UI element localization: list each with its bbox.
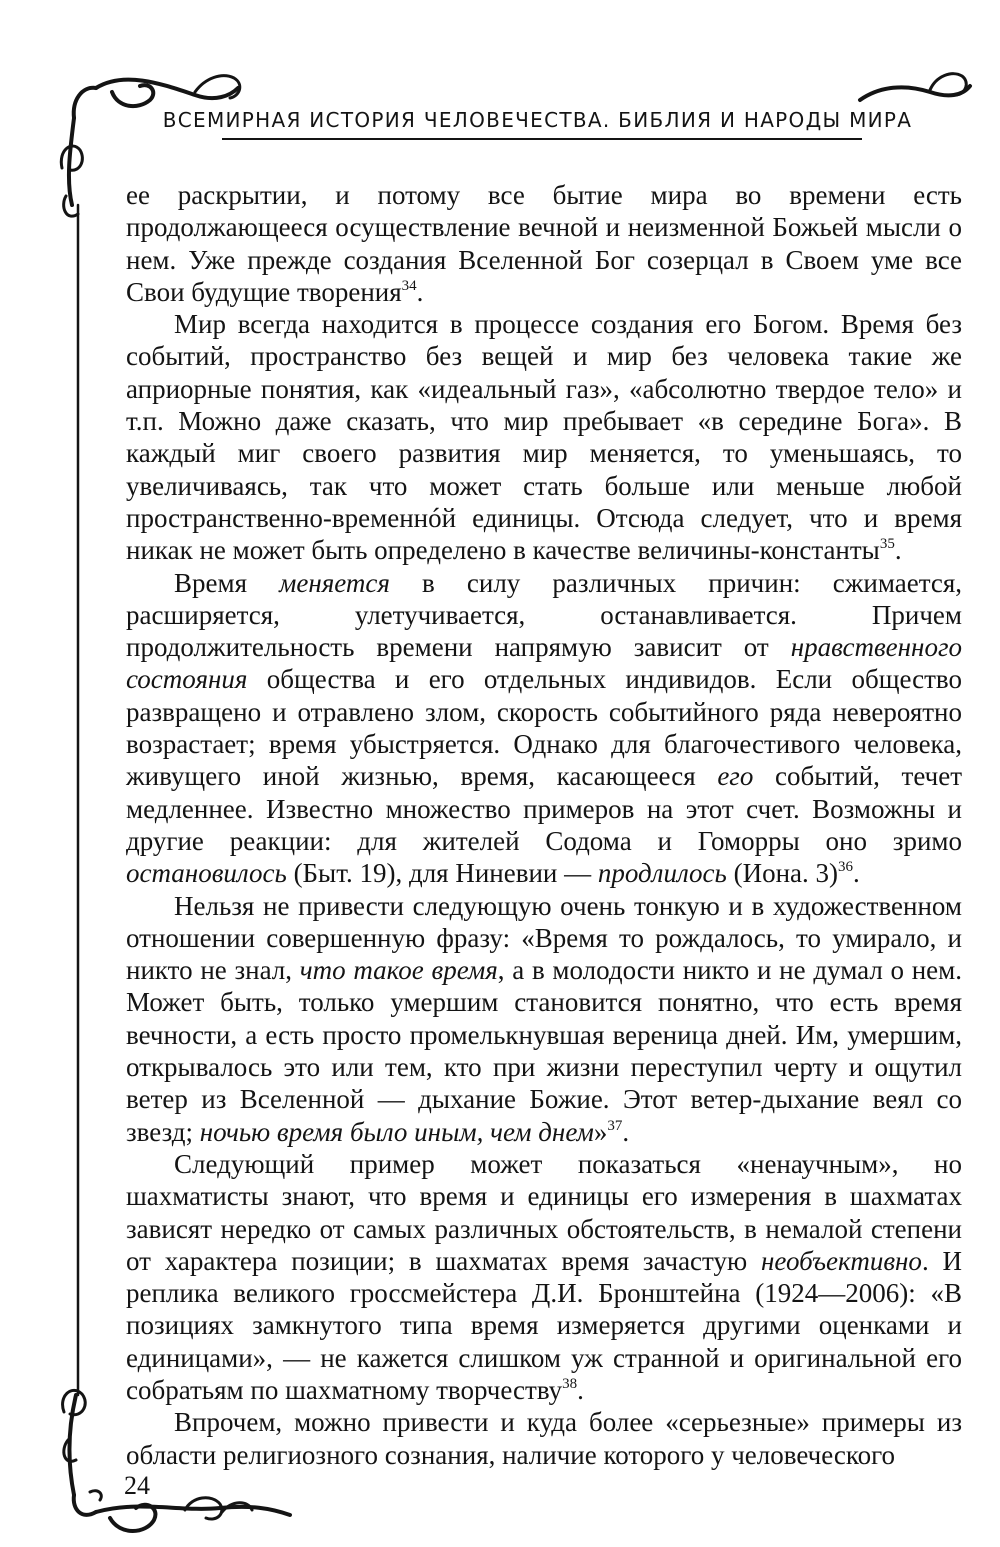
emphasis-text: нравственного состояния <box>126 632 962 695</box>
emphasis-text: необъективно <box>760 1245 922 1276</box>
paragraph <box>126 567 962 890</box>
paragraph <box>126 179 962 308</box>
frame-left-rule <box>69 118 78 1495</box>
emphasis-text: остановилось <box>126 858 287 889</box>
footnote-ref: 38 <box>562 1375 578 1392</box>
header-rule <box>222 138 862 140</box>
footnote-ref: 35 <box>879 536 895 553</box>
body-text <box>126 179 962 1471</box>
text-run: событий, течет медленнее. Известно множество примеров на этот счет. Возможны и другие реакции: для жителей Содома и Гоморры оно зримо <box>126 761 962 856</box>
emphasis-text: что такое время <box>299 955 498 986</box>
text-run: » <box>593 1116 608 1147</box>
text-run: ее раскрытии, и потому все бытие мира во времени есть продолжающееся осуществление вечной и неизменной Божьей мысли о нем. Уже прежде создания Вселенной Бог созерцал в Своем уме все Свои будущие творения <box>126 180 962 307</box>
footnote-ref: 37 <box>607 1117 623 1134</box>
text-run: . <box>853 858 860 889</box>
text-run: Мир всегда находится в процессе создания его Богом. Время без событий, пространство без вещей и мир без человека такие же априорные понятия, как «идеальный газ», «абсолютно твердое тело» и т.п. Можно даже сказать, что мир пребывает «в середине Бога». В каждый миг своего развития мир меняется, то уменьшаясь, то увеличиваясь, так что может стать больше или меньше любой пространственно-временнóй единицы. Отсюда следует, что и время никак не может быть определено в качестве величины-константы <box>126 309 962 566</box>
text-run: . <box>416 276 424 307</box>
text-run: . <box>894 535 902 566</box>
text-run: Время <box>174 567 280 598</box>
text-run: Нельзя не привести следующую очень тонкую и в художественном отношении совершенную фразу: «Время то рождалось, то умирало, и никто не знал, <box>126 890 962 986</box>
emphasis-text: меняется <box>279 567 390 598</box>
frame-top-right-flourish <box>860 74 970 100</box>
emphasis-text: продлилось <box>597 858 727 889</box>
text-run: в силу различных причин: сжимается, расширяется, улетучивается, останавливается. Причем продолжительность времени напрямую зависит от <box>126 567 962 663</box>
text-run: общества и его отдельных индивидов. Если общество развращено и отравлено злом, скорость событийного ряда невероятно возрастает; время убыстряется. Однако для благочестивого человека, живущего иной жизнью, время, касающееся <box>126 664 962 792</box>
page-number: 24 <box>124 1471 150 1500</box>
text-run: (Быт. 19), для Ниневии — <box>286 858 598 889</box>
text-run: . <box>577 1374 584 1405</box>
text-run: . <box>622 1116 630 1147</box>
text-run: Следующий пример может показаться «ненаучным», но шахматисты знают, что время и единицы его измерения в шахматах зависят нередко от самых различных обстоятельств, в немалой степени от характера позиции; в шахматах время зачастую <box>126 1148 962 1276</box>
footnote-ref: 34 <box>401 277 417 294</box>
text-run: Впрочем, можно привести и куда более «серьезные» примеры из области религиозного сознания, наличие которого у человеческого <box>126 1407 962 1470</box>
footnote-ref: 36 <box>838 859 853 876</box>
paragraph <box>126 1406 962 1471</box>
paragraph <box>126 1148 962 1406</box>
paragraph <box>126 308 962 566</box>
text-run: . И реплика великого гроссмейстера Д.И. Бронштейна (1924—2006): «В позициях замкнутого типа время измеряется другими оценками и единицами», — не кажется слишком уж странной и оригинальной его собратьям по шахматному творчеству <box>126 1245 962 1405</box>
emphasis-text: ночью время было иным, чем днем <box>199 1116 594 1147</box>
emphasis-text: его <box>717 761 754 792</box>
text-run: (Иона. 3) <box>726 858 838 889</box>
paragraph <box>126 890 962 1148</box>
running-head: ВСЕМИРНАЯ ИСТОРИЯ ЧЕЛОВЕЧЕСТВА. БИБЛИЯ И НАРОДЫ МИРА <box>162 108 913 132</box>
text-run: , а в молодости никто и не думал о нем. Может быть, только умершим становится понятно, что есть время вечности, а есть просто промелькнувшая вереница дней. Им, умершим, открывалось это или тем, кто при жизни переступил черту и ощутил ветер из Вселенной — дыхание Божие. Этот ветер-дыхание веял со звезд; <box>126 955 962 1147</box>
